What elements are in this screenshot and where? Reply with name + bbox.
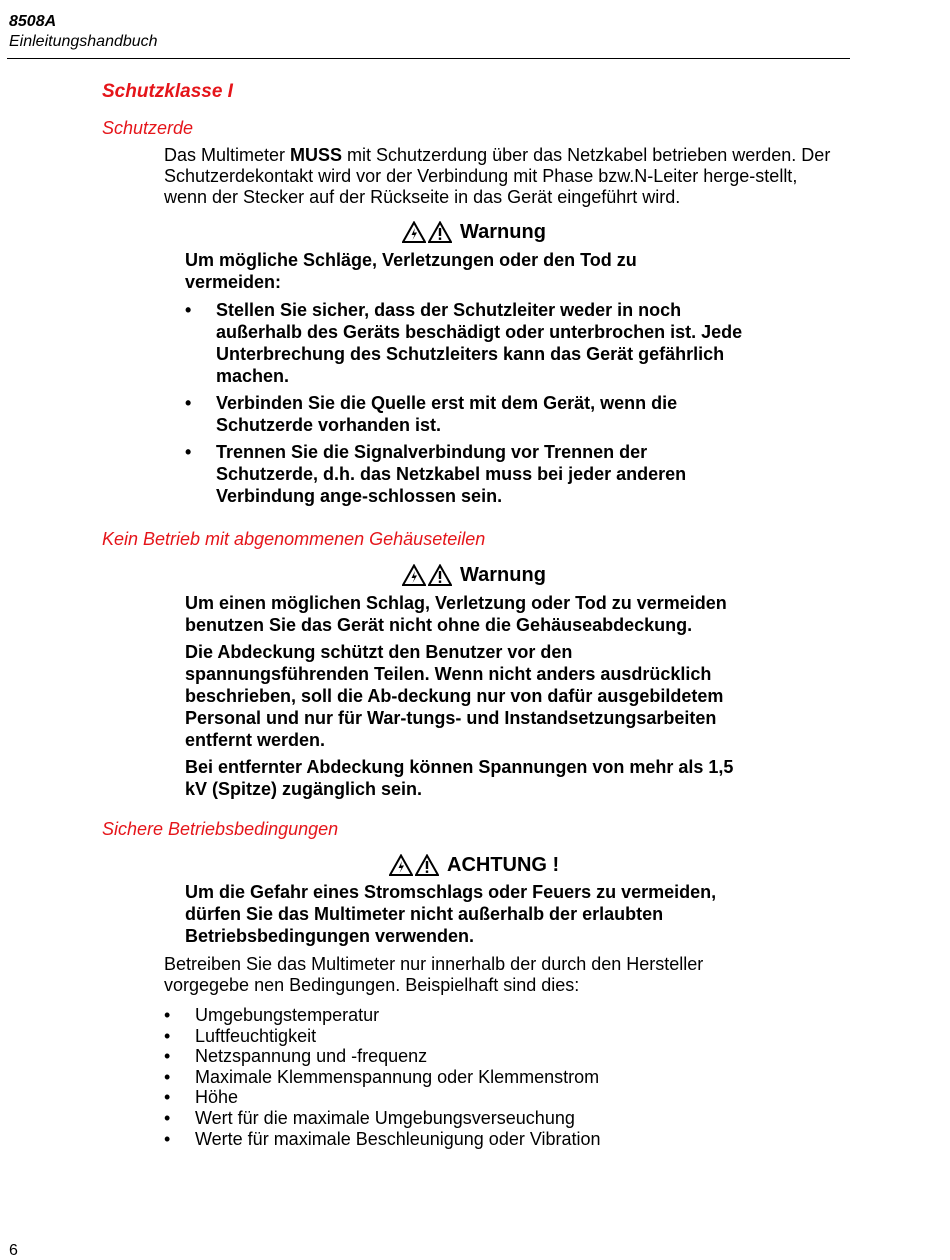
page-number: 6 bbox=[9, 1242, 18, 1259]
list-item: • Werte für maximale Beschleunigung oder Vibration bbox=[164, 1128, 601, 1149]
schutzerde-paragraph: Das Multimeter MUSS mit Schutzerdung über das Netzkabel betrieben werden. Der Schutzerdekontakt wird vor der Verbindung mit Phase bzw.N-Leiter herge-stellt, wenn der Stecker auf der Rückseite in das Gerät eingeführt wird. bbox=[164, 145, 831, 207]
running-header bbox=[9, 12, 158, 52]
warning-triangle-icon bbox=[389, 854, 413, 876]
hazard-triangle-icon bbox=[428, 564, 452, 586]
warning-paragraph: Die Abdeckung schützt den Benutzer vor den spannungsführenden Teilen. Wenn nicht anders ausdrücklich beschrieben, soll die Ab-deckung nur von dafür ausgebildetem Personal und nur für War-tungs- und Instandsetzungsarbeiten entfernt werden. bbox=[185, 642, 724, 750]
warning-bullet-list bbox=[185, 299, 745, 507]
emphasis-muss: MUSS bbox=[290, 145, 343, 165]
caution-text: Um die Gefahr eines Stromschlags oder Feuers zu vermeiden, dürfen Sie das Multimeter nicht außerhalb der erlaubten Betriebsbedingungen verwenden. bbox=[185, 882, 717, 946]
warning-triangle-icon bbox=[402, 564, 426, 586]
list-item: • Verbinden Sie die Quelle erst mit dem Gerät, wenn die Schutzerde vorhanden ist. bbox=[185, 393, 678, 435]
hazard-triangle-icon bbox=[428, 221, 452, 243]
header-rule bbox=[7, 58, 850, 59]
list-item: • Wert für die maximale Umgebungsverseuchung bbox=[164, 1107, 575, 1128]
warning-paragraph: Bei entfernter Abdeckung können Spannungen von mehr als 1,5 kV (Spitze) zugänglich sein. bbox=[185, 757, 734, 799]
caution-heading bbox=[389, 853, 559, 877]
list-item: • Stellen Sie sicher, dass der Schutzleiter weder in noch außerhalb des Geräts beschädigt oder unterbrochen ist. Jede Unterbrechung des Schutzleiters kann das Gerät gefährlich machen. bbox=[185, 300, 743, 386]
list-item: • Umgebungstemperatur bbox=[164, 1005, 380, 1025]
manual-title: Einleitungshandbuch bbox=[9, 33, 158, 50]
section-title: Schutzklasse I bbox=[102, 81, 233, 102]
subsection-title-schutzerde: Schutzerde bbox=[102, 118, 194, 138]
list-item: • Höhe bbox=[164, 1087, 239, 1108]
warning-paragraph: Um einen möglichen Schlag, Verletzung oder Tod zu vermeiden benutzen Sie das Gerät nicht ohne die Gehäuseabdeckung. bbox=[185, 593, 727, 635]
list-item: • Luftfeuchtigkeit bbox=[164, 1025, 317, 1046]
list-item: • Trennen Sie die Signalverbindung vor Trennen der Schutzerde, d.h. das Netzkabel muss bei jeder anderen Verbindung ange-schlossen sein. bbox=[185, 442, 687, 506]
subsection-title-betriebsbedingungen: Sichere Betriebsbedingungen bbox=[102, 819, 339, 839]
warning-triangle-icon bbox=[402, 221, 426, 243]
caution-label: ACHTUNG ! bbox=[447, 854, 560, 876]
warning-heading-2 bbox=[402, 563, 546, 587]
subsection-title-gehaeuse: Kein Betrieb mit abgenommenen Gehäuseteilen bbox=[102, 529, 486, 549]
warning-heading-1 bbox=[402, 220, 546, 244]
conditions-list bbox=[164, 1005, 764, 1149]
model-number: 8508A bbox=[9, 13, 57, 30]
hazard-triangle-icon bbox=[415, 854, 439, 876]
conditions-paragraph: Betreiben Sie das Multimeter nur innerhalb der durch den Hersteller vorgegebe nen Bedingungen. Beispielhaft sind dies: bbox=[164, 954, 704, 995]
warning-label: Warnung bbox=[460, 221, 546, 243]
warning-intro: Um mögliche Schläge, Verletzungen oder den Tod zu vermeiden: bbox=[185, 250, 637, 292]
list-item: • Netzspannung und -frequenz bbox=[164, 1046, 428, 1067]
warning-label: Warnung bbox=[460, 564, 546, 586]
warning-2-body bbox=[185, 592, 770, 800]
list-item: • Maximale Klemmenspannung oder Klemmenstrom bbox=[164, 1066, 600, 1087]
